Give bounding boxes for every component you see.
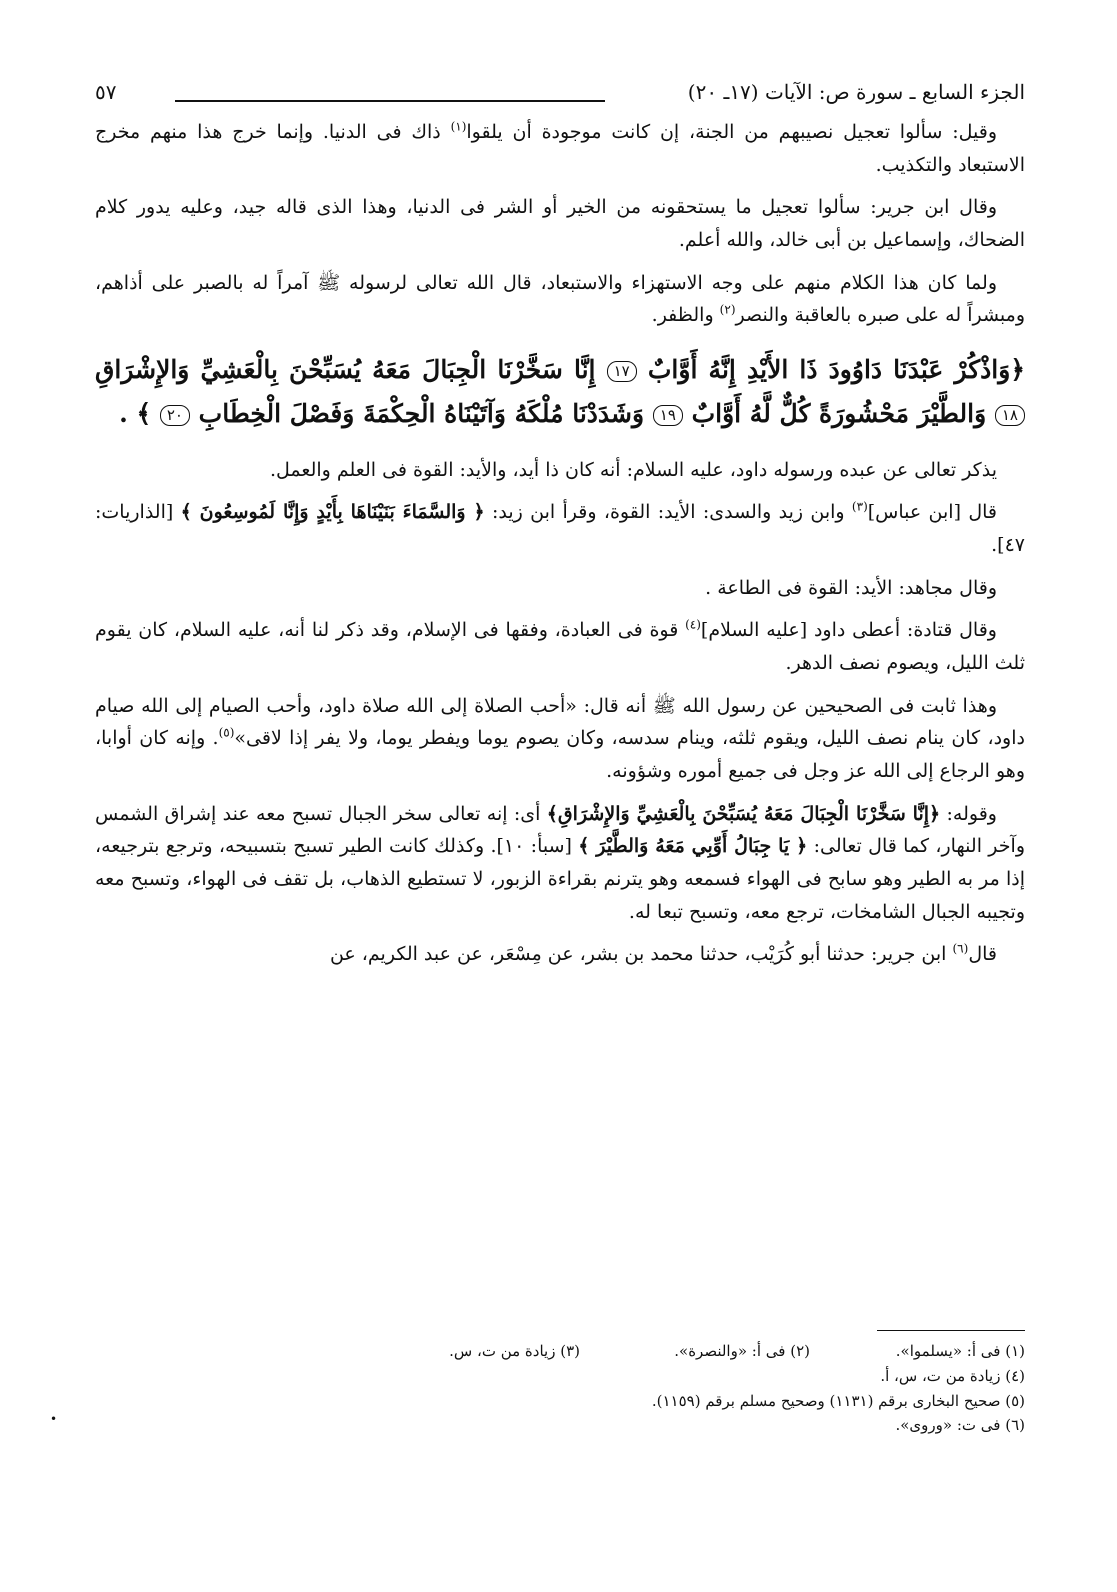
paragraph-5 bbox=[95, 496, 1025, 561]
running-title: الجزء السابع ـ سورة ص: الآيات (١٧ـ ٢٠) bbox=[687, 80, 1025, 104]
footnote-2: (٢) فى أ: «والنصرة». bbox=[674, 1342, 810, 1360]
quran-quote: ﴿إِنَّا سَخَّرْنَا الْجِبَالَ مَعَهُ يُسَبِّحْنَ بِالْعَشِيِّ وَالإِشْرَاقِ﴾ bbox=[546, 802, 941, 825]
footnote-5: (٥) صحيح البخارى برقم (١١٣١) وصحيح مسلم برقم (١١٥٩). bbox=[651, 1391, 1025, 1410]
verse-text: وَشَدَدْنَا مُلْكَهُ وَآتَيْنَاهُ الْحِكْمَةَ وَفَصْلَ الْخِطَابِ bbox=[189, 398, 653, 428]
text: وقوله: bbox=[940, 802, 997, 825]
ayah-number-17: ١٧ bbox=[607, 361, 637, 382]
text: وقال قتادة: أعطى داود [عليه السلام] bbox=[700, 619, 997, 642]
quran-verse-block bbox=[95, 348, 1025, 436]
paragraph-2: وقال ابن جرير: سألوا تعجيل ما يستحقونه من الخير أو الشر فى الدنيا، وهذا الذى قاله جيد، وعليه يدور كلام الضحاك، وإسماعيل بن أبى خالد، والله أعلم. bbox=[95, 196, 1025, 252]
text: [سبأ: ١٠]. وكذلك كانت الطير تسبح بتسبيحه، وترجع بترجيعه، إذا مر به الطير وهو سابح فى الهواء فسمعه وهو يترنم بقراءة الزبور، لا تستطيع الذهاب، بل تقف فى الهواء، وتسبح معه وتجيبه الجبال الشامخات، ترجع معه، وتسبح تبعا له. bbox=[95, 835, 1025, 923]
quran-quote: ﴿ يَا جِبَالُ أَوِّبِي مَعَهُ وَالطَّيْرَ ﴾ bbox=[578, 835, 808, 858]
paragraph-4: يذكر تعالى عن عبده ورسوله داود، عليه السلام: أنه كان ذا أيد، والأيد: القوة فى العلم والعمل. bbox=[270, 458, 997, 481]
footnote-6: (٦) فى ت: «وروى». bbox=[895, 1416, 1025, 1435]
paragraph-10 bbox=[95, 938, 1025, 971]
text: والظفر. bbox=[651, 304, 720, 327]
ayah-number-19: ١٩ bbox=[653, 405, 683, 426]
ornate-bracket-close: ﴾ . bbox=[119, 398, 160, 428]
paragraph-7 bbox=[95, 614, 1025, 679]
text: ابن جرير: حدثنا أبو كُرَيْب، حدثنا محمد بن بشر، عن مِسْعَر، عن عبد الكريم، عن bbox=[329, 943, 953, 966]
verse-text: وَالطَّيْرَ مَحْشُورَةً كُلٌّ لَّهُ أَوَّابٌ bbox=[682, 398, 995, 428]
quran-quote: ﴿ وَالسَّمَاءَ بَنَيْنَاهَا بِأَيْدٍ وَإِنَّا لَمُوسِعُونَ ﴾ bbox=[180, 501, 485, 524]
text: وقيل: سألوا تعجيل نصيبهم من الجنة، إن كانت موجودة أن يلقوا bbox=[466, 121, 997, 143]
paragraph-9 bbox=[95, 798, 1025, 929]
footnote-4: (٤) زيادة من ت، س، أ. bbox=[880, 1366, 1025, 1385]
ayah-number-20: ٢٠ bbox=[160, 405, 190, 426]
page-body bbox=[95, 80, 1025, 981]
text: . وإنه كان أوابا، وهو الرجاع إلى الله عز وجل فى جميع أموره وشؤونه. bbox=[95, 727, 1025, 782]
footnote-ref-1: (١) bbox=[450, 119, 467, 134]
footnote-ref-4: (٤) bbox=[685, 617, 701, 632]
footnote-ref-3: (٣) bbox=[851, 499, 868, 514]
paragraph-3 bbox=[95, 267, 1025, 332]
page-number: ٥٧ bbox=[95, 80, 117, 104]
text: ولما كان هذا الكلام منهم على وجه الاستهزاء والاستبعاد، قال الله تعالى لرسوله ﷺ آمراً له بالصبر على أذاهم، ومبشراً له على صبره بالعاقبة والنصر bbox=[95, 271, 1025, 327]
margin-dot: • bbox=[50, 1412, 58, 1426]
footnote-row bbox=[95, 1339, 1025, 1364]
text: وهذا ثابت فى الصحيحين عن رسول الله ﷺ أنه قال: «أحب الصلاة إلى الله صلاة داود، وأحب الصيام إلى الله صيام داود، كان ينام نصف الليل، ويقوم ثلثه، وينام سدسه، وكان يصوم يوما ويفطر يوما، ولا يفر إذا لاقى» bbox=[95, 694, 1025, 750]
footnote-3: (٣) زيادة من ت، س. bbox=[449, 1342, 580, 1360]
text: قال [ابن عباس] bbox=[867, 501, 997, 524]
text: قال bbox=[968, 943, 997, 966]
paragraph-6: وقال مجاهد: الأيد: القوة فى الطاعة . bbox=[705, 576, 997, 599]
ornate-bracket-open: ﴿ bbox=[1010, 355, 1025, 385]
footnote-ref-5: (٥) bbox=[218, 725, 235, 740]
text: أى: إنه تعالى سخر الجبال تسبح معه عند إشراق الشمس وآخر النهار، كما قال تعالى: bbox=[95, 802, 1025, 858]
footnote-ref-2: (٢) bbox=[719, 303, 736, 318]
header-rule bbox=[175, 100, 605, 102]
paragraph-1 bbox=[95, 116, 1025, 181]
text: ذاك فى الدنيا. وإنما خرج هذا منهم مخرج الاستبعاد والتكذيب. bbox=[95, 121, 1025, 176]
page-header bbox=[95, 80, 1025, 116]
verse-text: إِنَّا سَخَّرْنَا الْجِبَالَ مَعَهُ يُسَبِّحْنَ بِالْعَشِيِّ وَالإِشْرَاقِ bbox=[95, 355, 607, 385]
footnote-ref-6: (٦) bbox=[952, 941, 969, 956]
footnotes bbox=[95, 1330, 1025, 1438]
text: قوة فى العبادة، وفقها فى الإسلام، وقد ذكر لنا أنه، عليه السلام، كان يقوم ثلث الليل، ويصوم نصف الدهر. bbox=[95, 619, 1025, 674]
footnote-1: (١) فى أ: «يسلموا». bbox=[895, 1342, 1025, 1360]
footnote-rule bbox=[877, 1330, 1025, 1331]
ayah-number-18: ١٨ bbox=[995, 405, 1025, 426]
text: وابن زيد والسدى: الأيد: القوة، وقرأ ابن زيد: bbox=[484, 501, 852, 524]
verse-text: وَاذْكُرْ عَبْدَنَا دَاوُودَ ذَا الأَيْدِ إِنَّهُ أَوَّابٌ bbox=[636, 355, 1011, 385]
text: [الذاريات: ٤٧]. bbox=[95, 501, 1025, 556]
paragraph-8 bbox=[95, 690, 1025, 788]
